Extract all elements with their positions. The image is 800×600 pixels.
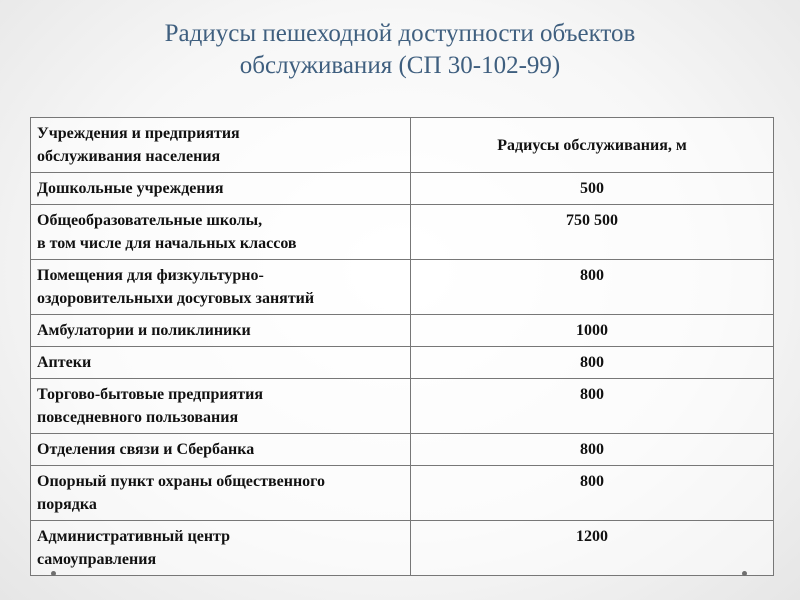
facility-cell bbox=[31, 521, 411, 576]
facility-cell bbox=[31, 173, 411, 205]
facility-name-line: Торгово-бытовые предприятия bbox=[37, 386, 263, 403]
facility-name-line: самоуправления bbox=[37, 551, 157, 568]
radius-value: 800 bbox=[580, 441, 604, 458]
facility-name-line: Амбулатории и поликлиники bbox=[37, 322, 251, 339]
header-institutions-line-2: обслуживания населения bbox=[37, 148, 221, 165]
radius-value: 800 bbox=[580, 267, 604, 284]
facility-name-line: Опорный пункт охраны общественного bbox=[37, 473, 326, 490]
radius-value: 800 bbox=[580, 386, 604, 403]
facility-name-line: Помещения для физкультурно- bbox=[37, 267, 264, 284]
facility-cell bbox=[31, 205, 411, 260]
table-row bbox=[31, 315, 774, 347]
facility-name-line: Отделения связи и Сбербанка bbox=[37, 441, 255, 458]
radius-cell bbox=[411, 173, 774, 205]
radius-cell bbox=[411, 434, 774, 466]
radius-cell bbox=[411, 205, 774, 260]
radius-cell bbox=[411, 466, 774, 521]
radius-value: 800 bbox=[580, 354, 604, 371]
radius-cell bbox=[411, 521, 774, 576]
table-row bbox=[31, 466, 774, 521]
header-cell-radius bbox=[411, 118, 774, 173]
table-row bbox=[31, 173, 774, 205]
radius-cell bbox=[411, 260, 774, 315]
radius-value: 1200 bbox=[576, 528, 608, 545]
facility-name-line: Общеобразовательные школы, bbox=[37, 212, 263, 229]
facility-cell bbox=[31, 315, 411, 347]
slide-bullet-dot-left bbox=[51, 571, 56, 576]
facility-cell bbox=[31, 434, 411, 466]
radius-value: 500 bbox=[580, 180, 604, 197]
facility-name-line: оздоровительныхи досуговых занятий bbox=[37, 290, 315, 307]
radius-cell bbox=[411, 315, 774, 347]
slide-title-line-1: Радиусы пешеходной доступности объектов bbox=[164, 20, 636, 47]
header-cell-institutions bbox=[31, 118, 411, 173]
table-row bbox=[31, 434, 774, 466]
facility-cell bbox=[31, 466, 411, 521]
facility-name-line: Аптеки bbox=[37, 354, 92, 371]
facility-name-line: Дошкольные учреждения bbox=[37, 180, 224, 197]
slide-title-line-2: обслуживания (СП 30-102-99) bbox=[239, 52, 561, 79]
facility-name-line: Административный центр bbox=[37, 528, 230, 545]
table-row bbox=[31, 379, 774, 434]
radius-cell bbox=[411, 379, 774, 434]
table-row bbox=[31, 521, 774, 576]
radius-value: 1000 bbox=[576, 322, 608, 339]
service-radius-table bbox=[30, 117, 774, 576]
facility-cell bbox=[31, 347, 411, 379]
radius-cell bbox=[411, 347, 774, 379]
header-radius-label: Радиусы обслуживания, м bbox=[497, 136, 687, 154]
header-institutions-line-1: Учреждения и предприятия bbox=[37, 125, 240, 142]
facility-name-line: повседневного пользования bbox=[37, 409, 239, 426]
table-row bbox=[31, 260, 774, 315]
slide-bullet-dot-right bbox=[742, 571, 747, 576]
facility-cell bbox=[31, 379, 411, 434]
radius-value: 750 500 bbox=[566, 212, 618, 229]
facility-name-line: порядка bbox=[37, 496, 97, 513]
radius-value: 800 bbox=[580, 473, 604, 490]
facility-cell bbox=[31, 260, 411, 315]
facility-name-line: в том числе для начальных классов bbox=[37, 235, 297, 252]
table-header-row bbox=[31, 118, 774, 173]
slide-title bbox=[0, 18, 800, 82]
table-row bbox=[31, 347, 774, 379]
table-row bbox=[31, 205, 774, 260]
